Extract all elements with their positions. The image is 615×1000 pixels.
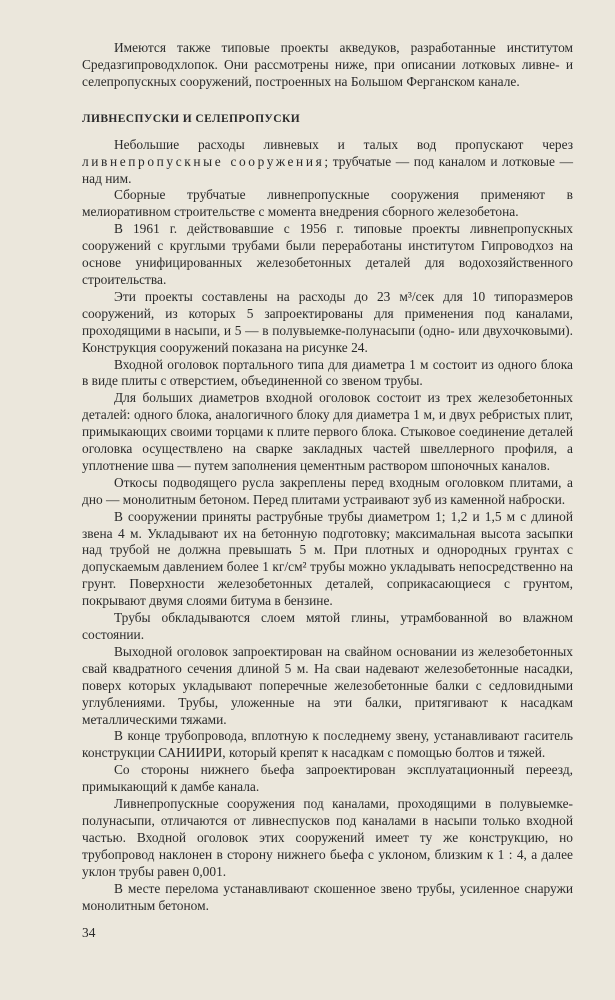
intro-paragraph: Имеются также типовые проекты акведуков, разработанные институтом Средазгипроводхлопок. Они рассмотрены ниже, при описании лотковых ливне- и селепропускных сооружений, построенных на Большом Ферганском канале. <box>82 40 573 89</box>
spaced-term: ливнепропускные сооружения <box>82 153 325 169</box>
paragraph-7: Откосы подводящего русла закреплены перед входным оголовком плитами, а дно — монолитным бетоном. Перед плитами устраивают зуб из каменной наброски. <box>82 474 573 507</box>
paragraph-13: Ливнепропускные сооружения под каналами, проходящими в полувыемке-полунасыпи, отличаются от ливнеспусков под каналами в насыпи только входной частью. Входной оголовок этих сооружений имеет ту же конструкцию, но трубопровод наклонен в сторону нижнего бьефа с уклоном, близким к 1 : 4, а далее уклон трубы равен 0,001. <box>82 796 573 879</box>
paragraph-9: Трубы обкладываются слоем мятой глины, утрамбованной во влажном состоянии. <box>82 610 573 642</box>
paragraph-10: Выходной оголовок запроектирован на свайном основании из железобетонных свай квадратного сечения длиной 5 м. На сваи надевают железобетонные насадки, поверх которых укладывают поперечные железобетонные балки с седловидными углублениями. Трубы, уложенные на эти балки, притягивают к насадкам металлическими тяжами. <box>82 643 573 727</box>
paragraph-14: В месте перелома устанавливают скошенное звено трубы, усиленное снаружи монолитным бетоном. <box>82 880 573 913</box>
paragraph-1-end: ; трубчатые — под каналом и лотковые — над ним. <box>82 153 573 186</box>
page-number: 34 <box>82 925 96 940</box>
paragraph-4: Эти проекты составлены на расходы до 23 м³/сек для 10 типоразмеров сооружений, из которых 5 запроектированы для применения под каналами, проходящими в насыпи, и 5 — в полувыемке-полунасыпи (одно- или двухочковыми). Конструкция сооружений показана на рисунке 24. <box>82 288 573 355</box>
paragraph-6: Для больших диаметров входной оголовок состоит из трех железобетонных деталей: одного блока, аналогичного блоку для диаметра 1 м, и двух ребристых плит, примыкающих своими торцами к плите первого блока. Стыковое соединение деталей оголовка осуществлено на сварке закладных частей швеллерного профиля, а уплотнение шва — путем заполнения цементным раствором шпоночных каналов. <box>82 390 573 473</box>
paragraph-5: Входной оголовок портального типа для диаметра 1 м состоит из одного блока в виде плиты с отверстием, объединенной со звеном трубы. <box>82 356 573 389</box>
paragraph-2: Сборные трубчатые ливнепропускные сооружения применяют в мелиоративном строительстве с момента внедрения сборного железобетона. <box>82 187 573 220</box>
paragraph-8: В сооружении приняты раструбные трубы диаметром 1; 1,2 и 1,5 м с длиной звена 4 м. Укладывают их на бетонную подготовку; максимальная высота засыпки над трубой не должна превышать 5 м. При плотных и однородных грунтах с допускаемым давлением более 1 кг/см² трубы можно укладывать непосредственно на грунт. Поверхности железобетонных деталей, соприкасающиеся с грунтом, покрывают двумя слоями битума в бензине. <box>82 508 573 609</box>
paragraph-1 <box>82 137 573 188</box>
section-heading: ЛИВНЕСПУСКИ И СЕЛЕПРОПУСКИ <box>82 112 301 125</box>
paragraph-11: В конце трубопровода, вплотную к последнему звену, устанавливают гаситель конструкции САНИИРИ, который крепят к насадкам с помощью болтов и тяжей. <box>82 728 573 761</box>
paragraph-3: В 1961 г. действовавшие с 1956 г. типовые проекты ливнепропускных сооружений с круглыми трубами были переработаны институтом Гипроводхоз на основе унифицированных железобетонных деталей для водохозяйственного строительства. <box>82 221 573 287</box>
paragraph-1-start: Небольшие расходы ливневых и талых вод пропускают через <box>114 136 573 152</box>
paragraph-12: Со стороны нижнего бьефа запроектирован эксплуатационный переезд, примыкающий к дамбе канала. <box>82 762 573 795</box>
